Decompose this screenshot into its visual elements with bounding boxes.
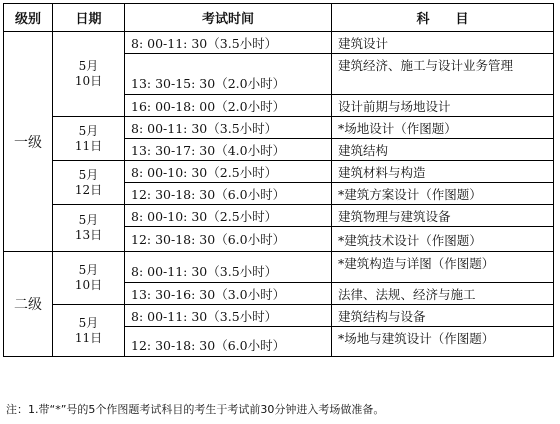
header-time: 考试时间 [125,4,332,32]
header-date: 日期 [53,4,125,32]
time-cell: 13: 30-17: 30（4.0小时） [125,139,332,161]
date-day: 12日 [74,182,103,197]
date-day: 11日 [74,330,103,345]
date-cell [53,205,125,252]
level-two-cell: 二级 [4,252,53,357]
subject-cell: *建筑技术设计（作图题） [332,227,554,252]
header-subject: 科 目 [332,4,554,32]
date-cell [53,252,125,305]
date-month: 5月 [78,263,99,277]
subject-cell: 法律、法规、经济与施工 [332,283,554,305]
table-row [4,252,554,283]
time-cell: 16: 00-18: 00（2.0小时） [125,95,332,117]
date-month: 5月 [78,59,99,73]
time-cell: 8: 00-11: 30（3.5小时） [125,252,332,283]
date-month: 5月 [78,213,99,227]
time-cell: 8: 00-11: 30（3.5小时） [125,32,332,54]
subject-cell: *建筑方案设计（作图题） [332,183,554,205]
subject-cell: 建筑设计 [332,32,554,54]
subject-cell: 建筑材料与构造 [332,161,554,183]
date-cell [53,161,125,205]
table-row [4,32,554,54]
time-cell: 12: 30-18: 30（6.0小时） [125,227,332,252]
time-cell: 13: 30-16: 30（3.0小时） [125,283,332,305]
table-row [4,117,554,139]
time-cell: 8: 00-10: 30（2.5小时） [125,161,332,183]
date-month: 5月 [78,315,99,330]
date-day: 13日 [74,228,103,242]
level-one-cell: 一级 [4,32,53,252]
table-row [4,205,554,227]
date-cell [53,117,125,161]
date-cell [53,305,125,357]
time-cell: 8: 00-11: 30（3.5小时） [125,117,332,139]
footnote: 注：1.带“*”号的5个作图题考试科目的考生于考试前30分钟进入考场做准备。 [6,403,385,416]
date-day: 10日 [74,74,103,88]
subject-cell: 设计前期与场地设计 [332,95,554,117]
header-row [4,4,554,32]
header-level: 级别 [4,4,53,32]
subject-cell: 建筑经济、施工与设计业务管理 [332,54,554,95]
table-row [4,161,554,183]
time-cell: 12: 30-18: 30（6.0小时） [125,327,332,357]
time-cell: 12: 30-18: 30（6.0小时） [125,183,332,205]
date-month: 5月 [78,123,99,138]
subject-cell: 建筑物理与建筑设备 [332,205,554,227]
date-month: 5月 [78,167,99,182]
subject-cell: *建筑构造与详图（作图题） [332,252,554,283]
subject-cell: 建筑结构与设备 [332,305,554,327]
schedule-table [3,3,554,357]
date-cell [53,32,125,117]
table-row [4,305,554,327]
exam-schedule [3,3,553,391]
subject-cell: 建筑结构 [332,139,554,161]
date-day: 11日 [74,138,103,153]
time-cell: 8: 00-11: 30（3.5小时） [125,305,332,327]
date-day: 10日 [74,278,103,292]
time-cell: 13: 30-15: 30（2.0小时） [125,54,332,95]
time-cell: 8: 00-10: 30（2.5小时） [125,205,332,227]
subject-cell: *场地设计（作图题） [332,117,554,139]
subject-cell: *场地与建筑设计（作图题） [332,327,554,357]
